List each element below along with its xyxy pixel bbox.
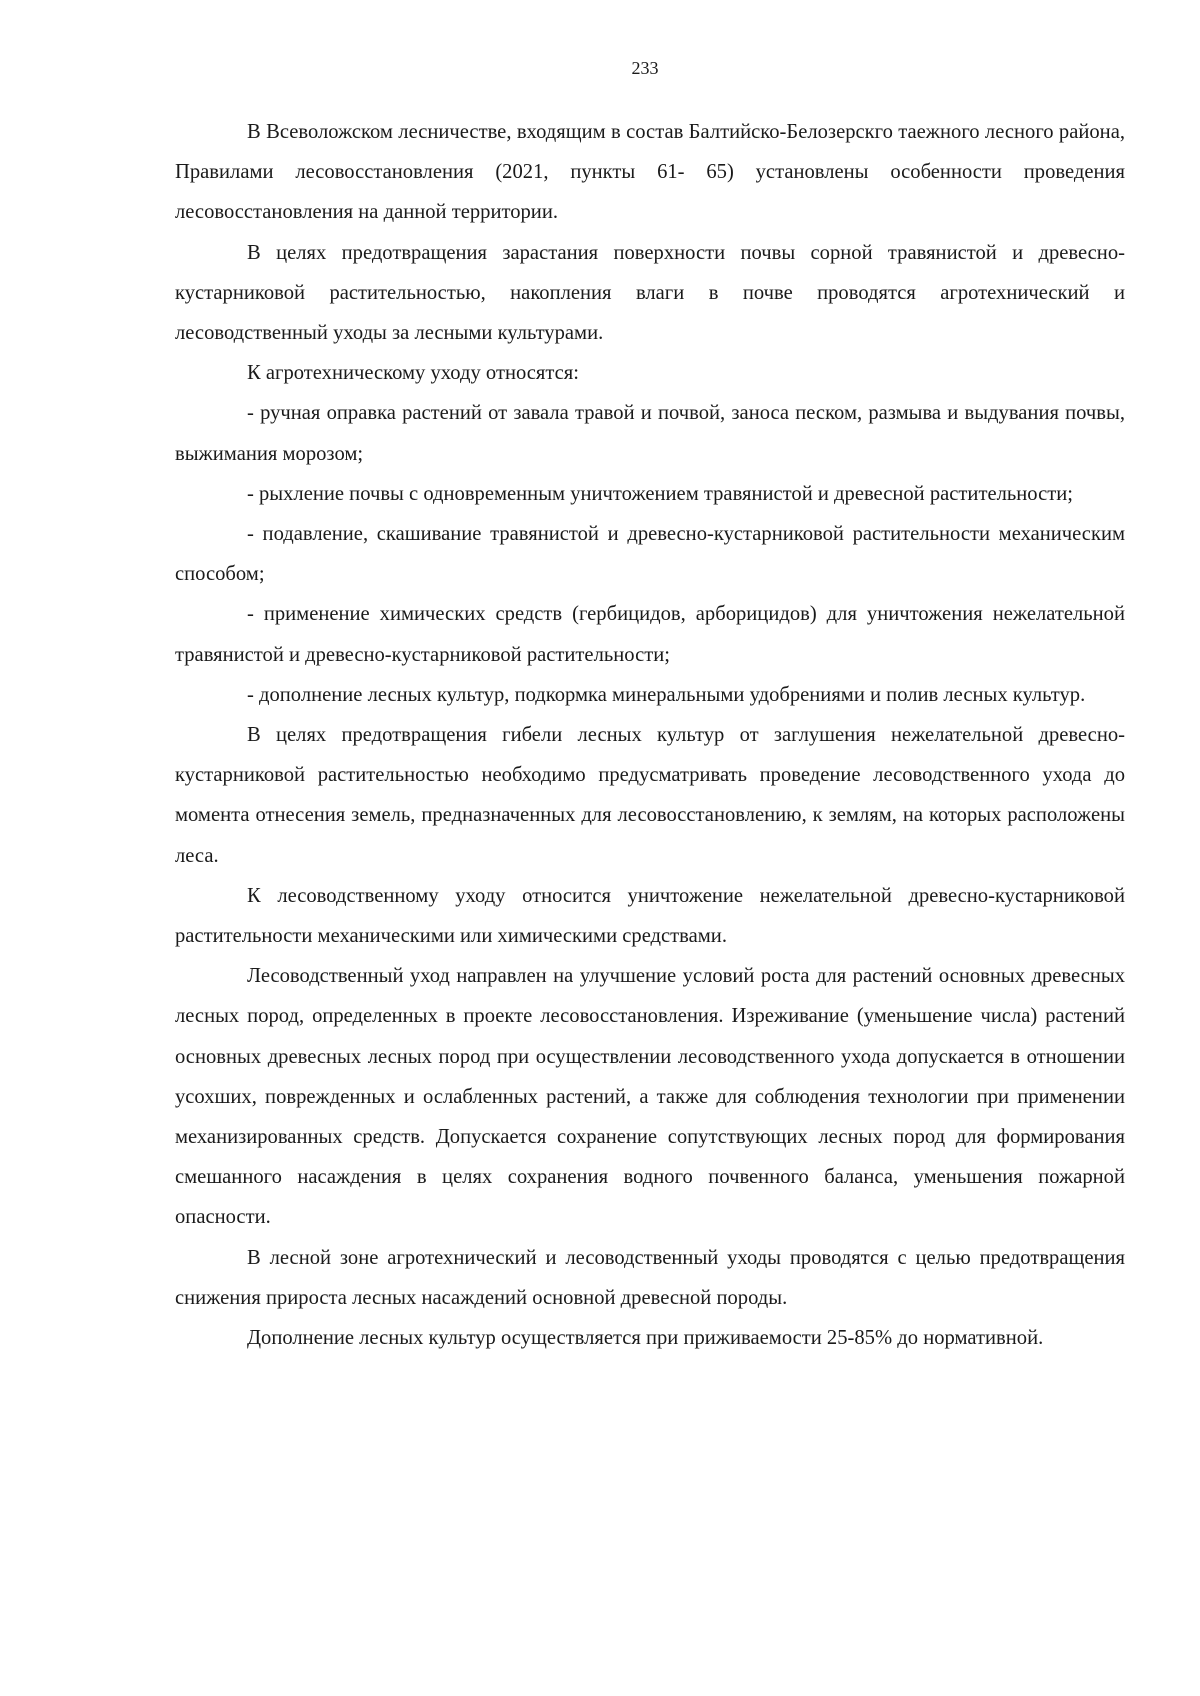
paragraph-agrotechnical-care-heading: К агротехническому уходу относятся:: [247, 362, 579, 385]
paragraph-care-purpose: В целях предотвращения зарастания поверхности почвы сорной травянистой и древесно-кустарниковой растительностью, накопления влаги в почве проводятся агротехнический и лесоводственный уходы за лесными культурами.: [175, 241, 1125, 345]
paragraph-prevent-crop-death: В целях предотвращения гибели лесных культур от заглушения нежелательной древесно-кустарниковой растительностью необходимо предусматривать проведение лесоводственного ухода до момента отнесения земель, предназначенных для лесовосстановлению, к землям, на которых расположены леса.: [175, 724, 1125, 867]
paragraph-forest-zone-care: В лесной зоне агротехнический и лесоводственный уходы проводятся с целью предотвращения снижения прироста лесных насаждений основной древесной породы.: [175, 1246, 1125, 1309]
paragraph-vsevolozhsk-forestry: В Всеволожском лесничестве, входящим в состав Балтийско-Белозерскго таежного лесного района, Правилами лесовосстановления (2021, пункты 61- 65) установлены особенности проведения лесовосстановления на данной территории.: [175, 121, 1125, 224]
list-item-soil-loosening: - рыхление почвы с одновременным уничтожением травянистой и древесной растительности;: [247, 482, 1073, 505]
paragraph-silvicultural-care-definition: К лесоводственному уходу относится уничтожение нежелательной древесно-кустарниковой растительности механическими или химическими средствами.: [175, 884, 1125, 948]
list-item-manual-correction: - ручная оправка растений от завала травой и почвой, заноса песком, размыва и выдувания почвы, выжимания морозом;: [175, 402, 1125, 465]
page-number: 233: [631, 58, 659, 78]
list-item-mechanical-suppression: - подавление, скашивание травянистой и древесно-кустарниковой растительности механическим способом;: [175, 523, 1125, 586]
list-item-chemical-means: - применение химических средств (гербицидов, арборицидов) для уничтожения нежелательной травянистой и древесно-кустарниковой растительности;: [175, 603, 1125, 666]
paragraph-silvicultural-care-goal: Лесоводственный уход направлен на улучшение условий роста для растений основных древесных лесных пород, определенных в проекте лесовосстановления. Изреживание (уменьшение числа) растений основных древесных лесных пород при осуществлении лесоводственного ухода допускается в отношении усохших, поврежденных и ослабленных растений, а также для соблюдения технологии при применении механизированных средств. Допускается сохранение сопутствующих лесных пород для формирования смешанного насаждения в целях сохранения водного почвенного баланса, уменьшения пожарной опасности.: [175, 965, 1125, 1229]
paragraph-supplementing-survival-rate: Дополнение лесных культур осуществляется при приживаемости 25-85% до нормативной.: [247, 1327, 1044, 1350]
page-body: [175, 112, 1125, 1358]
list-item-supplementing-cultures: - дополнение лесных культур, подкормка минеральными удобрениями и полив лесных культур.: [247, 683, 1086, 706]
